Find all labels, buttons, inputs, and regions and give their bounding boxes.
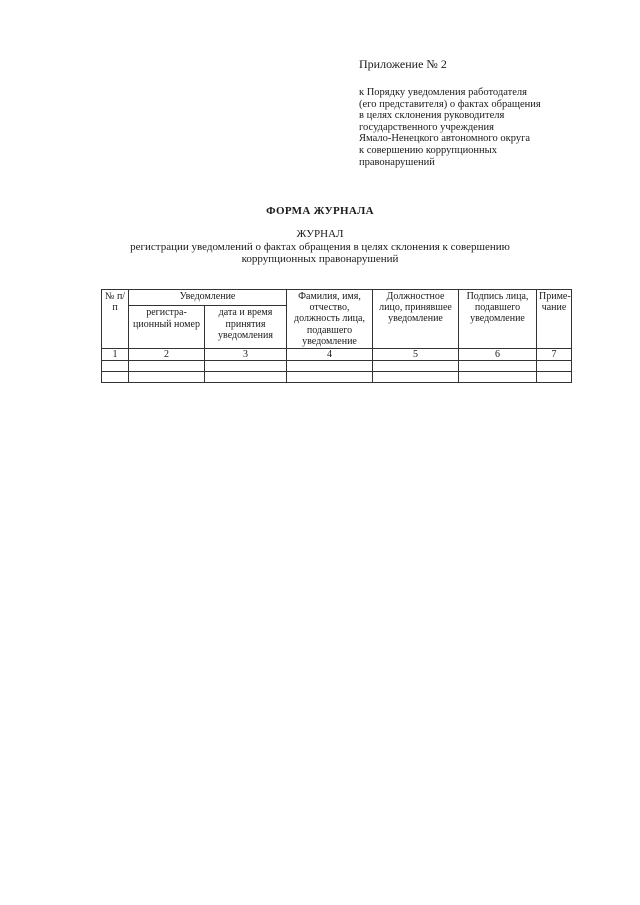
table-cell	[102, 361, 129, 372]
table-cell	[287, 372, 373, 383]
appendix-line: правонарушений	[359, 156, 435, 168]
header-registration-number: регистра-ционный номер	[129, 306, 205, 349]
appendix-description	[359, 87, 619, 168]
journal-subtitle-line: регистрации уведомлений о фактах обращения в целях склонения к совершению	[130, 240, 510, 253]
column-number: 2	[129, 349, 205, 361]
table-cell	[287, 361, 373, 372]
appendix-line: к совершению коррупционных	[359, 144, 497, 156]
column-number: 3	[205, 349, 287, 361]
table-cell	[373, 372, 459, 383]
journal-heading	[0, 228, 640, 266]
table-cell	[102, 372, 129, 383]
journal-title: ЖУРНАЛ	[296, 228, 344, 240]
column-number: 4	[287, 349, 373, 361]
table-cell	[129, 361, 205, 372]
appendix-line: (его представителя) о фактах обращения	[359, 98, 541, 110]
appendix-line: в целях склонения руководителя	[359, 110, 505, 122]
appendix-line: Ямало-Ненецкого автономного округа	[359, 133, 531, 145]
appendix-block	[359, 57, 619, 168]
header-note: Приме-чание	[537, 290, 572, 349]
column-number: 5	[373, 349, 459, 361]
header-signature: Подпись лица, подавшего уведомление	[459, 290, 537, 349]
table-cell	[373, 361, 459, 372]
journal-table	[101, 289, 572, 383]
table-cell	[129, 372, 205, 383]
appendix-number: Приложение № 2	[359, 57, 447, 71]
appendix-line: государственного учреждения	[359, 121, 494, 133]
column-number: 6	[459, 349, 537, 361]
table-cell	[205, 361, 287, 372]
header-full-name: Фамилия, имя, отчество, должность лица, подавшего уведомление	[287, 290, 373, 349]
form-title: ФОРМА ЖУРНАЛА	[266, 205, 374, 217]
journal-subtitle-line: коррупционных правонарушений	[241, 253, 399, 265]
header-number: № п/п	[102, 290, 129, 349]
header-official: Должностное лицо, принявшее уведомление	[373, 290, 459, 349]
appendix-line: к Порядку уведомления работодателя	[359, 87, 527, 98]
table-cell	[205, 372, 287, 383]
header-date-time: дата и время принятия уведомления	[205, 306, 287, 349]
table-cell	[459, 372, 537, 383]
table-row	[102, 361, 572, 372]
column-number: 1	[102, 349, 129, 361]
table-header-row	[102, 290, 572, 306]
table-cell	[537, 361, 572, 372]
column-number: 7	[537, 349, 572, 361]
table-cell	[537, 372, 572, 383]
column-number-row	[102, 349, 572, 361]
header-notification-group: Уведомление	[129, 290, 287, 306]
table-cell	[459, 361, 537, 372]
table-row	[102, 372, 572, 383]
